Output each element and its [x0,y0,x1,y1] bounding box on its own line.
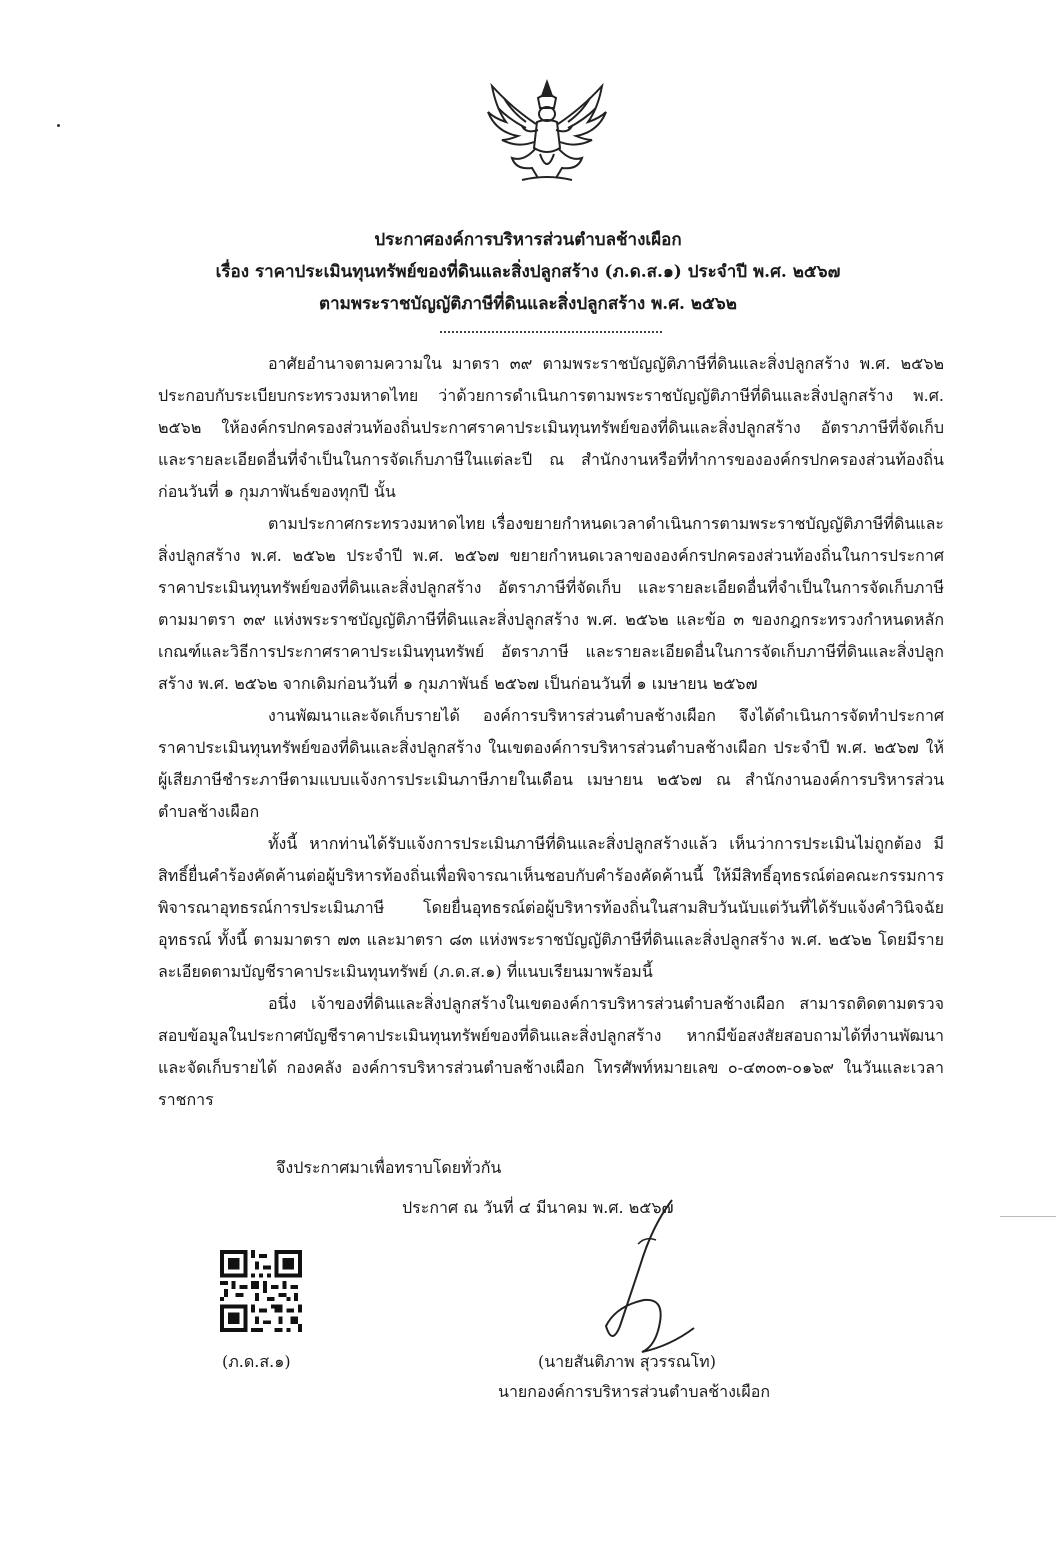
paragraph-4 [158,828,944,988]
announcement-legal-basis: ตามพระราชบัญญัติภาษีที่ดินและสิ่งปลูกสร้าง พ.ศ. ๒๕๖๒ [319,294,737,314]
paragraph-2 [158,508,944,700]
announcement-body [158,348,944,1116]
paragraph-5 [158,988,944,1116]
announcement-date: ประกาศ ณ วันที่ ๔ มีนาคม พ.ศ. ๒๕๖๗ [402,1198,674,1217]
handwritten-signature [590,1196,700,1376]
garuda-emblem [482,78,612,188]
qr-caption: (ภ.ด.ส.๑) [222,1352,291,1371]
paragraph-text: อาศัยอำนาจตามความใน มาตรา ๓๙ ตามพระราชบัญญัติภาษีที่ดินและสิ่งปลูกสร้าง พ.ศ. ๒๕๖๒ ประกอบกับระเบียบกระทรวงมหาดไทย ว่าด้วยการดำเนินการตามพระราชบัญญัติภาษีที่ดินและสิ่งปลูกสร้าง พ.ศ. ๒๕๖๒ ให้องค์กรปกครองส่วนท้องถิ่นประกาศราคาประเมินทุนทรัพย์ของที่ดินและสิ่งปลูกสร้าง อัตราภาษีที่จัดเก็บ และรายละเอียดอื่นที่จำเป็นในการจัดเก็บภาษีในแต่ละปี ณ สำนักงานหรือที่ทำการขององค์กรปกครองส่วนท้องถิ่น ก่อนวันที่ ๑ กุมภาพันธ์ของทุกปี นั้น [158,354,944,501]
paragraph-text: ทั้งนี้ หากท่านได้รับแจ้งการประเมินภาษีที่ดินและสิ่งปลูกสร้างแล้ว เห็นว่าการประเมินไม่ถูกต้อง มีสิทธิ์ยื่นคำร้องคัดค้านต่อผู้บริหารท้องถิ่นเพื่อพิจารณาเห็นชอบกับคำร้องคัดค้านนี้ ให้มีสิทธิ์อุทธรณ์ต่อคณะกรรมการพิจารณาอุทธรณ์การประเมินภาษี โดยยื่นอุทธรณ์ต่อผู้บริหารท้องถิ่นในสามสิบวันนับแต่วันที่ได้รับแจ้งคำวินิจฉัยอุทธรณ์ ทั้งนี้ ตามมาตรา ๗๓ และมาตรา ๘๓ แห่งพระราชบัญญัติภาษีที่ดินและสิ่งปลูกสร้าง พ.ศ. ๒๕๖๒ โดยมีรายละเอียดตามบัญชีราคาประเมินทุนทรัพย์ (ภ.ด.ส.๑) ที่แนบเรียนมาพร้อมนี้ [158,834,944,981]
dotted-separator [440,331,662,333]
qr-code[interactable] [220,1250,302,1332]
announcement-subject: เรื่อง ราคาประเมินทุนทรัพย์ของที่ดินและสิ่งปลูกสร้าง (ภ.ด.ส.๑) ประจำปี พ.ศ. ๒๕๖๗ [215,262,841,282]
paragraph-3 [158,700,944,828]
scan-speck [57,124,60,127]
paragraph-text: งานพัฒนาและจัดเก็บรายได้ องค์การบริหารส่วนตำบลช้างเผือก จึงได้ดำเนินการจัดทำประกาศราคาประเมินทุนทรัพย์ของที่ดินและสิ่งปลูกสร้าง ในเขตองค์การบริหารส่วนตำบลช้างเผือก ประจำปี พ.ศ. ๒๕๖๗ ให้ผู้เสียภาษีชำระภาษีตามแบบแจ้งการประเมินภาษีภายในเดือน เมษายน ๒๕๖๗ ณ สำนักงานองค์การบริหารส่วนตำบลช้างเผือก [158,706,945,821]
closing-statement: จึงประกาศมาเพื่อทราบโดยทั่วกัน [276,1158,502,1177]
paragraph-1 [158,348,944,508]
paragraph-text: ตามประกาศกระทรวงมหาดไทย เรื่องขยายกำหนดเวลาดำเนินการตามพระราชบัญญัติภาษีที่ดินและสิ่งปลูกสร้าง พ.ศ. ๒๕๖๒ ประจำปี พ.ศ. ๒๕๖๗ ขยายกำหนดเวลาขององค์กรปกครองส่วนท้องถิ่นในการประกาศราคาประเมินทุนทรัพย์ของที่ดินและสิ่งปลูกสร้าง อัตราภาษีที่จัดเก็บ และรายละเอียดอื่นที่จำเป็นในการจัดเก็บภาษี ตามมาตรา ๓๙ แห่งพระราชบัญญัติภาษีที่ดินและสิ่งปลูกสร้าง พ.ศ. ๒๕๖๒ และข้อ ๓ ของกฎกระทรวงกำหนดหลักเกณฑ์และวิธีการประกาศราคาประเมินทุนทรัพย์ อัตราภาษี และรายละเอียดอื่นในการจัดเก็บภาษีที่ดินและสิ่งปลูกสร้าง พ.ศ. ๒๕๖๒ จากเดิมก่อนวันที่ ๑ กุมภาพันธ์ ๒๕๖๗ เป็นก่อนวันที่ ๑ เมษายน ๒๕๖๗ [158,514,944,693]
announcement-authority: ประกาศองค์การบริหารส่วนตำบลช้างเผือก [374,230,682,250]
signer-title: นายกองค์การบริหารส่วนตำบลช้างเผือก [498,1382,771,1401]
signer-name: (นายสันติภาพ สุวรรณโท) [538,1352,716,1371]
announcement-header [110,224,946,320]
paragraph-text: อนึ่ง เจ้าของที่ดินและสิ่งปลูกสร้างในเขตองค์การบริหารส่วนตำบลช้างเผือก สามารถติดตามตรวจสอบข้อมูลในประกาศบัญชีราคาประเมินทุนทรัพย์ของที่ดินและสิ่งปลูกสร้าง หากมีข้อสงสัยสอบถามได้ที่งานพัฒนาและจัดเก็บรายได้ กองคลัง องค์การบริหารส่วนตำบลช้างเผือก โทรศัพท์หมายเลข ๐-๔๓๐๓-๐๑๖๙ ในวันและเวลาราชการ [158,994,944,1109]
scan-edge-line [1000,1216,1056,1217]
